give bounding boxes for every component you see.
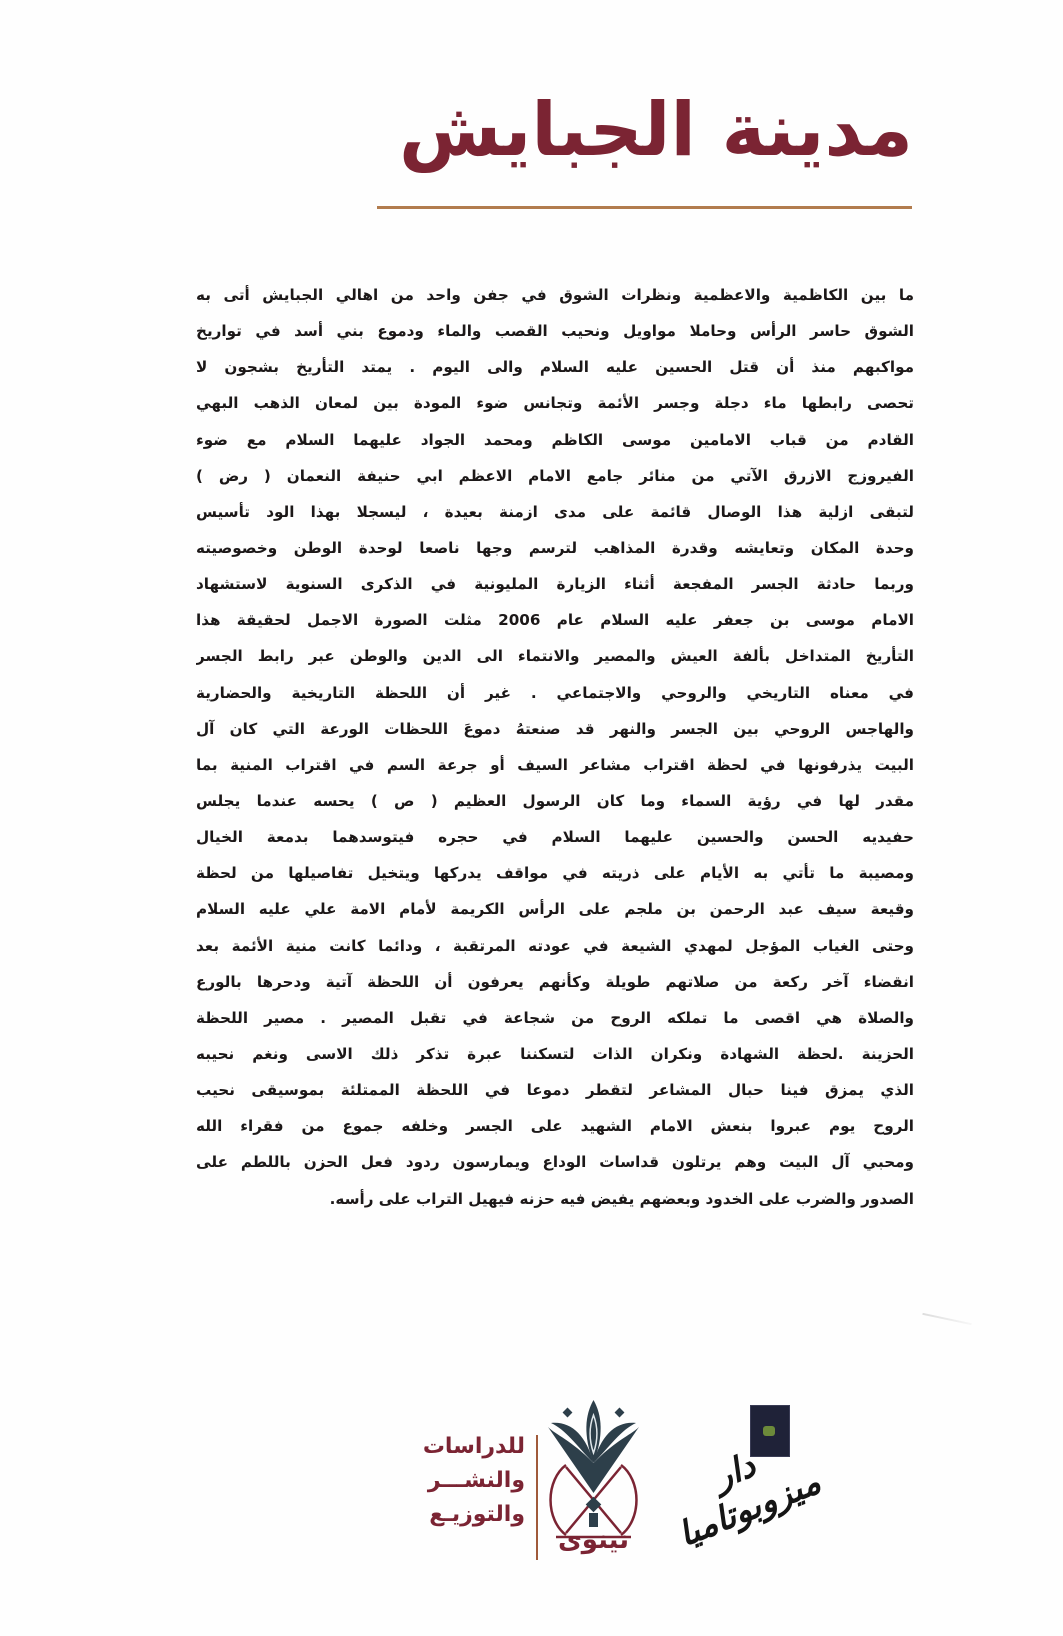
blurb-line: ومصيبة ما تأتي به الأيام على ذريته في مواقف يدركها ويتخيل تفاصيلها من لحظة xyxy=(196,864,914,883)
tagline-line: والنشـــر xyxy=(427,1468,525,1493)
blurb-line: الحزينة .لحظة الشهادة ونكران الذات لتسكننا عبرة تذكر ذلك الاسى ونغم نحيبه xyxy=(196,1044,914,1063)
blurb-line: ما بين الكاظمية والاعظمية ونظرات الشوق في جفن واحد من اهالي الجبايش أتى به xyxy=(196,286,914,304)
blurb-line: وربما حادثة الجسر المفجعة أثناء الزيارة المليونية في الذكرى السنوية لاستشهاد xyxy=(196,575,914,594)
blurb-line: في معناه التاريخي والروحي والاجتماعي . غير أن اللحظة التاريخية والحضارية xyxy=(196,683,914,702)
tagline-line: للدراسات xyxy=(422,1434,525,1459)
blurb-line: والهاجس الروحي بين الجسر والنهر قد صنعتهُ دموعَ اللحظات الورعة التي كان آل xyxy=(196,719,914,738)
blurb-line: الذي يمزق فينا حبال المشاعر لتقطر دموعا في اللحظة الممتلئة بموسيقى نحيب xyxy=(196,1081,914,1100)
logo-divider xyxy=(536,1435,538,1560)
blurb-line: الروح يوم عبروا بنعش الامام الشهيد على الجسر وخلفه جموع من فقراء الله xyxy=(196,1117,914,1136)
tagline-line: والتوزيـع xyxy=(429,1502,525,1527)
blurb-line: الصدور والضرب على الخدود وبعضهم يفيض فيه حزنه فيهيل التراب على رأسه. xyxy=(329,1189,914,1208)
blurb-line: ومحبي آل البيت وهم يرتلون قداسات الوداع ويمارسون ردود فعل الحزن باللطم على xyxy=(196,1153,914,1172)
blurb-line: الامام موسى بن جعفر عليه السلام عام 2006 مثلت الصورة الاجمل لحقيقة هذا xyxy=(196,611,914,630)
blurb-line: التأريخ المتداخل بألفة العيش والمصير والانتماء الى الدين والوطن عبر رابط الجسر xyxy=(196,647,914,666)
blurb-line: الشوق حاسر الرأس وحاملا مواويل ونحيب القصب والماء ودموع بني أسد في تواريخ xyxy=(196,322,914,341)
scan-edge-mark xyxy=(922,1313,971,1325)
nineveh-tagline xyxy=(420,1430,525,1532)
mesopotamia-publisher-name: دار ميزوبوتاميا xyxy=(672,1445,827,1556)
blurb-line: البيت يذرفونها في لحظة اقتراب مشاعر السيف أو جرعة السم في اقتراب المنية بما xyxy=(196,755,914,774)
blurb-line: وحتى الغياب المؤجل لمهدي الشيعة في عودته المرتقبة ، ودائما كانت منية الأئمة بعد xyxy=(196,936,914,955)
title-underline-divider xyxy=(377,206,912,209)
nineveh-publisher-name: نينوى xyxy=(557,1525,630,1555)
blurb-line: حفيديه الحسن والحسين عليهما السلام في حجره فيتوسدهما بدمعة الخيال xyxy=(196,828,914,847)
publisher-logos xyxy=(400,1395,827,1575)
blurb-line: مقدر لها في رؤية السماء وما كان الرسول العظيم ( ص ) يحسه عندما يجلس xyxy=(196,791,914,810)
blurb-line: القادم من قباب الامامين موسى الكاظم ومحمد الجواد عليهما السلام مع ضوء xyxy=(196,430,914,449)
blurb-line: والصلاة هي اقصى ما تملكه الروح من شجاعة في تقبل المصير . مصير اللحظة xyxy=(196,1008,914,1027)
blurb-line: وحدة المكان وتعايشه وقدرة المذاهب لترسم وجها ناصعا لوحدة الوطن وخصوصيته xyxy=(196,538,914,557)
blurb-line: الفيروزج الازرق الآتي من منائر جامع الامام الاعظم ابي حنيفة النعمان ( رض ) xyxy=(196,466,914,485)
blurb-line: وقيعة سيف عبد الرحمن بن ملجم على الرأس الكريمة لأمام الامة علي عليه السلام xyxy=(196,900,914,919)
blurb-line: لتبقى ازلية هذا الوصال قائمة على مدى ازمنة بعيدة ، ليسجلا بهذا الود تأسيس xyxy=(196,502,914,521)
blurb-line: مواكبهم منذ أن قتل الحسين عليه السلام والى اليوم . يمتد التأريخ بشجون لا xyxy=(196,358,914,377)
back-cover-blurb xyxy=(196,277,914,1217)
book-title: مدينة الجبايش xyxy=(398,87,913,173)
blurb-line: انقضاء آخر ركعة من صلاتهم طويلة وكأنهم يعرفون أن اللحظة آتية ودحرها بالورع xyxy=(196,972,914,991)
blurb-line: تحصى رابطها ماء دجلة وجسر الأئمة وتجانس ضوء المودة بين لمعان الذهب البهي xyxy=(196,394,914,413)
